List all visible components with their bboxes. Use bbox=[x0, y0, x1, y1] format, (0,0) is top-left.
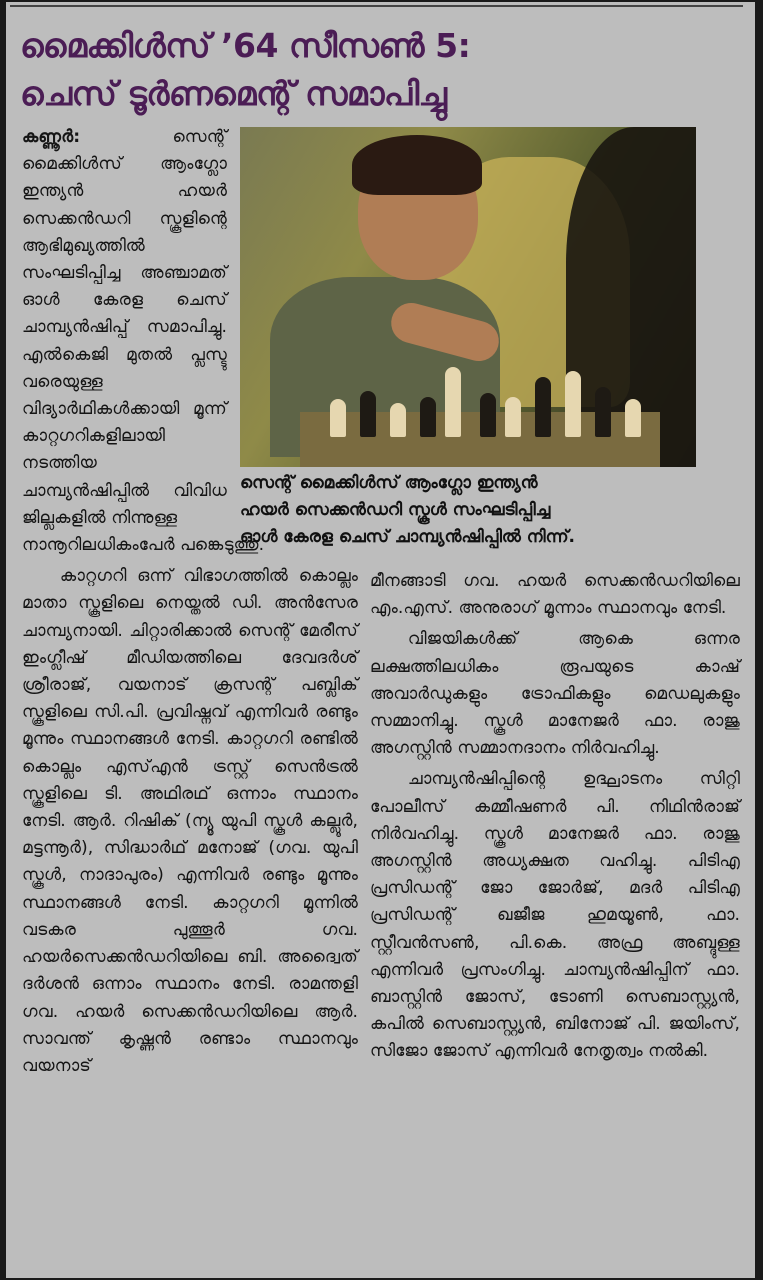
newspaper-clipping bbox=[6, 2, 755, 1278]
caption-line-1: സെന്റ് മൈക്കിൾസ് ആംഗ്ലോ ഇന്ത്യൻ bbox=[240, 473, 538, 493]
caption-line-2: ഹയർ സെക്കൻഡറി സ്കൂൾ സംഘടിപ്പിച്ച bbox=[240, 500, 551, 520]
headline bbox=[20, 22, 740, 118]
paragraph-4: വിജയികൾക്ക് ആകെ ഒന്നര ലക്ഷത്തിലധികം രൂപയുടെ കാഷ് അവാർഡുകളും ട്രോഫികളും മെഡലുകളും സമ്മാനിച്ചു. സ്കൂൾ മാനേജർ ഫാ. രാജു അഗസ്റ്റിൻ സമ്മാനദാനം നിർവഹിച്ചു. bbox=[370, 629, 740, 759]
headline-line-2: ചെസ് ടൂർണമെന്റ് സമാപിച്ചു bbox=[20, 74, 447, 113]
caption-line-3: ഓൾ കേരള ചെസ് ചാമ്പ്യൻഷിപ്പിൽ നിന്ന്. bbox=[240, 527, 575, 547]
paragraph-1-text: സെന്റ് മൈക്കിൾസ് ആംഗ്ലോ ഇന്ത്യൻ ഹയർ സെക്കൻഡറി സ്കൂളിന്റെ ആഭിമുഖ്യത്തിൽ സംഘടിപ്പിച്ച അഞ്ചാമത് ഓൾ കേരള ചെസ് ചാമ്പ്യൻഷിപ്പ് സമാപിച്ചു. എൽകെജി മുതൽ പ്ലസ്ടു വരെയുള്ള വിദ്യാർഥികൾക്കായി മൂന്ന് കാറ്റഗറികളിലായി നടത്തിയ ചാമ്പ്യൻഷിപ്പിൽ വിവിധ ജില്ലകളിൽ നിന്നുള്ള bbox=[22, 127, 227, 528]
headline-line-1: മൈക്കിൾസ് ’64 സീസൺ 5: bbox=[20, 26, 471, 65]
paragraph-5: ചാമ്പ്യൻഷിപ്പിന്റെ ഉദ്ഘാടനം സിറ്റി പോലീസ് കമ്മീഷണർ പി. നിഥിൻരാജ് നിർവഹിച്ചു. സ്കൂൾ മാനേജർ ഫാ. രാജു അഗസ്റ്റിൻ അധ്യക്ഷത വഹിച്ചു. പിടിഎ പ്രസിഡന്റ് ജോ ജോർജ്, മദർ പിടിഎ പ്രസിഡന്റ് ഖജീജ ഹുമയൂൺ, ഫാ. സ്റ്റീവൻസൺ, പി.കെ. അഫ്ര അബ്ദുള്ള എന്നിവർ പ്രസംഗിച്ചു. ചാമ്പ്യൻഷിപ്പിന് ഫാ. ബാസ്റ്റിൻ ജോസ്, ടോണി സെബാസ്റ്റ്യൻ, കപിൽ സെബാസ്റ്റ്യൻ, ബിനോജ് പി. ജയിംസ്, സിജോ ജോസ് എന്നിവർ നേതൃത്വം നൽകി. bbox=[370, 769, 740, 1062]
article-column-2 bbox=[370, 568, 740, 1066]
dateline: കണ്ണൂർ: bbox=[22, 127, 81, 147]
top-rule bbox=[10, 5, 743, 7]
paragraph-1 bbox=[22, 124, 227, 532]
paragraph-3: മീനങ്ങാടി ഗവ. ഹയർ സെക്കൻഡറിയിലെ എം.എസ്. അനുരാഗ് മൂന്നാം സ്ഥാനവും നേടി. bbox=[370, 571, 740, 619]
paragraph-2: കാറ്റഗറി ഒന്ന് വിഭാഗത്തിൽ കൊല്ലം മാതാ സ്കൂളിലെ നെയ്തൽ ഡി. അൻസേര ചാമ്പ്യനായി. ചിറ്റാരിക്കാൽ സെന്റ് മേരീസ് ഇംഗ്ലീഷ് മീഡിയത്തിലെ ദേവദർശ് ശ്രീരാജ്, വയനാട് ക്രസന്റ് പബ്ലിക് സ്കൂളിലെ സി.പി. പ്രവിഷ്നവ് എന്നിവർ രണ്ടും മൂന്നും സ്ഥാനങ്ങൾ നേടി. കാറ്റഗറി രണ്ടിൽ കൊല്ലം എസ്എൻ ട്രസ്റ്റ് സെൻട്രൽ സ്കൂളിലെ ടി. അഥിരഥ് ഒന്നാം സ്ഥാനം നേടി. ആർ. റിഷിക് (ന്യൂ യുപി സ്കൂൾ കല്ലൂർ, മട്ടന്നൂർ), സിദ്ധാർഥ് മനോജ് (ഗവ. യുപി സ്കൂൾ, നാദാപുരം) എന്നിവർ രണ്ടും മൂന്നും സ്ഥാനങ്ങൾ നേടി. കാറ്റഗറി മൂന്നിൽ വടകര പുത്തൂർ ഗവ. ഹയർസെക്കൻഡറിയിലെ ബി. അദ്വൈത് ദർശൻ ഒന്നാം സ്ഥാനം നേടി. രാമന്തളി ഗവ. ഹയർ സെക്കൻഡറിയിലെ ആർ. സാവന്ത് കൃഷ്ണൻ രണ്ടാം സ്ഥാനവും വയനാട് bbox=[22, 566, 358, 1076]
paragraph-1-end: നാനൂറിലധികംപേർ പങ്കെടുത്തു. bbox=[22, 535, 265, 556]
article-column-1 bbox=[22, 124, 358, 1080]
